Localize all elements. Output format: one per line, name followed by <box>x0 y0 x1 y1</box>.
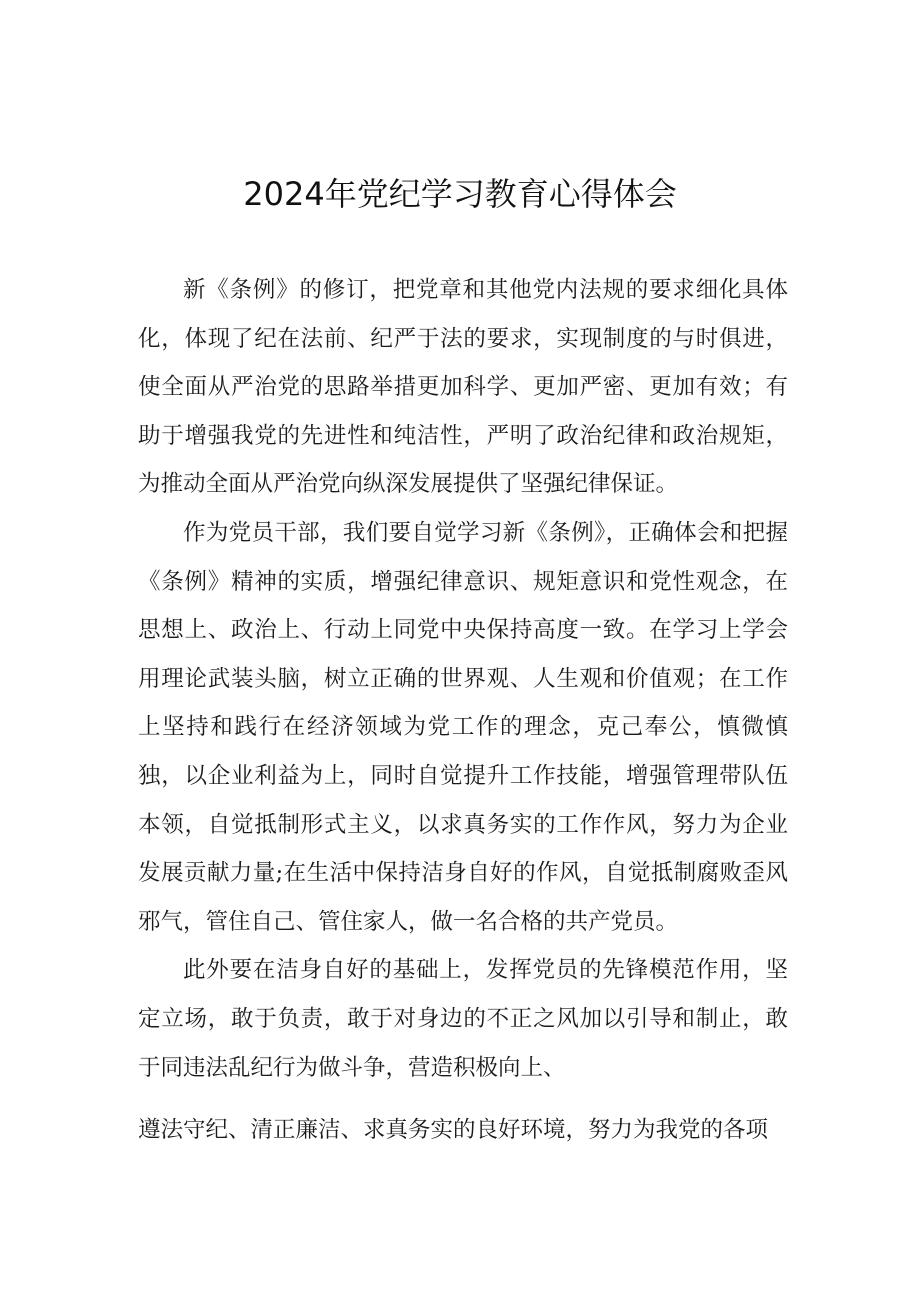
document-continuation <box>138 1106 788 1155</box>
paragraph-3: 此外要在洁身自好的基础上，发挥党员的先锋模范作用，坚定立场，敢于负责，敢于对身边的不正之风加以引导和制止，敢于同违法乱纪行为做斗争，营造积极向上、 <box>138 957 788 1081</box>
paragraph-1: 新《条例》的修订，把党章和其他党内法规的要求细化具体化，体现了纪在法前、纪严于法的要求，实现制度的与时俱进，使全面从严治党的思路举措更加科学、更加严密、更加有效；有助于增强我党的先进性和纯洁性，严明了政治纪律和政治规矩，为推动全面从严治党向纵深发展提供了坚强纪律保证。 <box>138 277 788 498</box>
paragraph-2: 作为党员干部，我们要自觉学习新《条例》，正确体会和把握《条例》精神的实质，增强纪律意识、规矩意识和党性观念，在思想上、政治上、行动上同党中央保持高度一致。在学习上学会用理论武装头脑，树立正确的世界观、人生观和价值观；在工作上坚持和践行在经济领域为党工作的理念，克己奉公，慎微慎独，以企业利益为上，同时自觉提升工作技能，增强管理带队伍本领，自觉抵制形式主义，以求真务实的工作作风，努力为企业发展贡献力量;在生活中保持洁身自好的作风，自觉抵制腐败歪风邪气，管住自己、管住家人，做一名合格的共产党员。 <box>138 519 788 935</box>
document-title: 2024年党纪学习教育心得体会 <box>243 175 677 213</box>
document-body <box>138 266 788 1092</box>
continuation-line: 遵法守纪、清正廉洁、求真务实的良好环境，努力为我党的各项 <box>138 1117 769 1143</box>
